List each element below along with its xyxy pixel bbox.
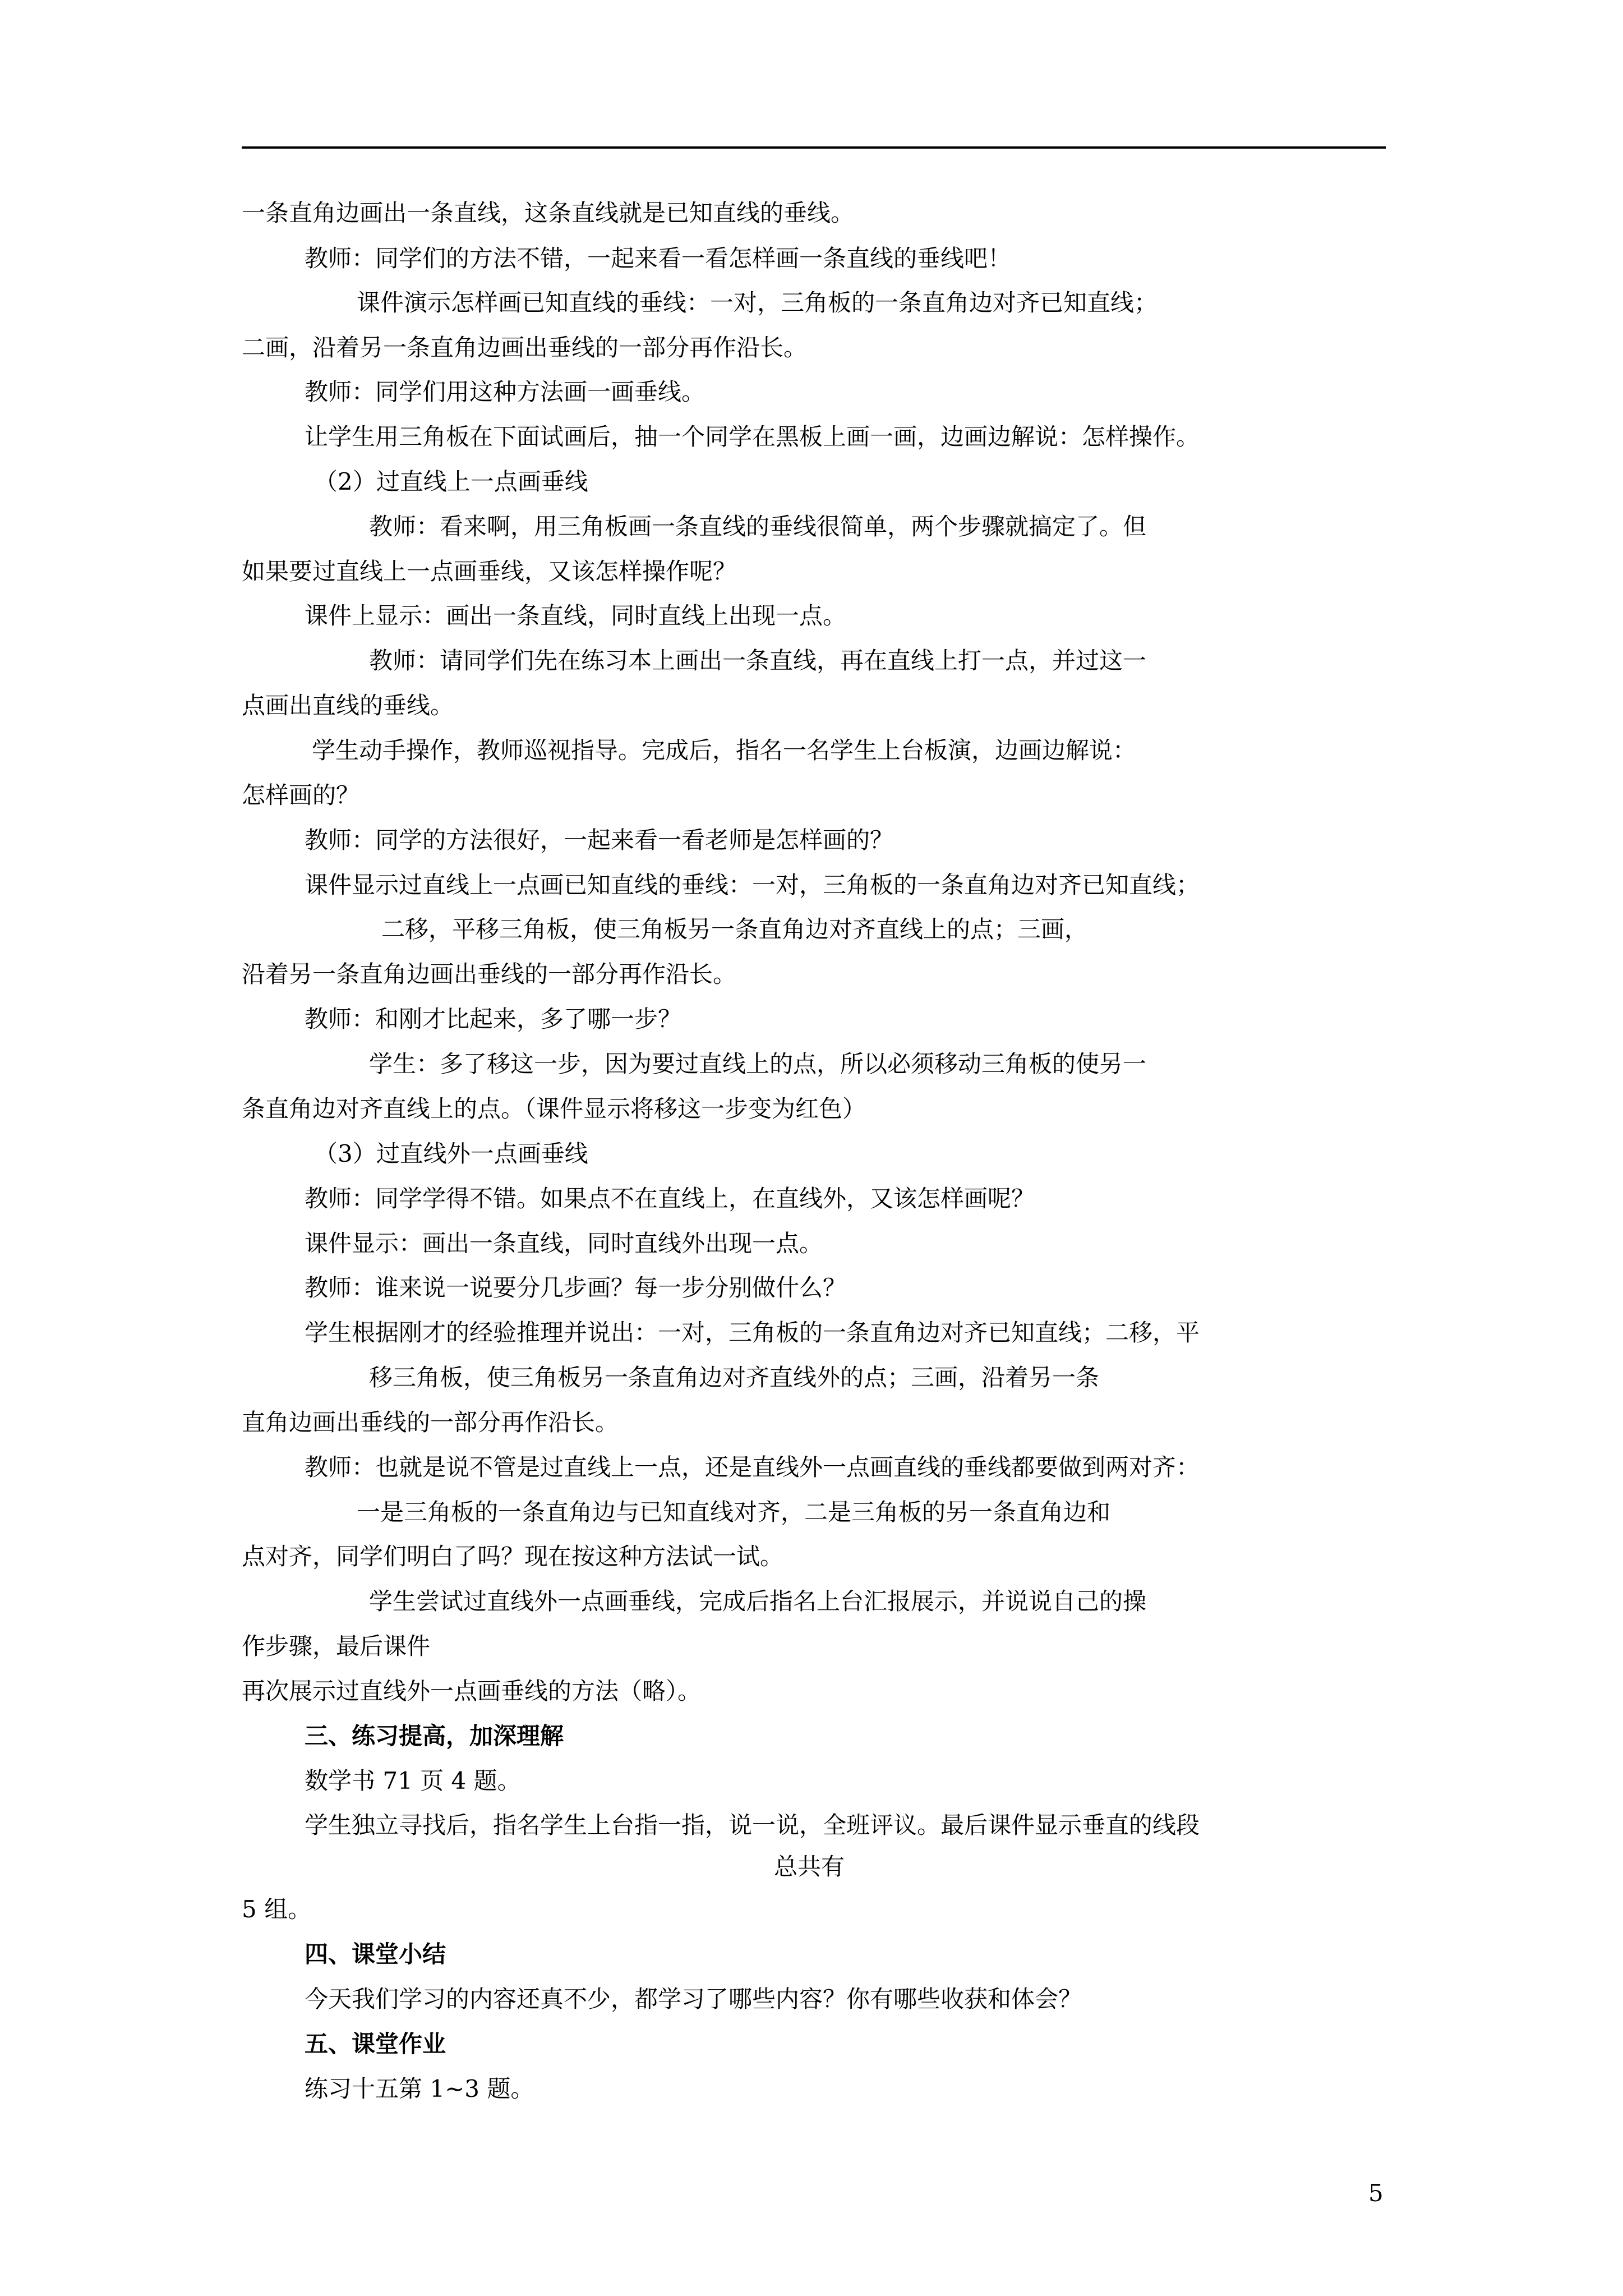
text-line: 二画，沿着另一条直角边画出垂线的一部分再作沿长。 bbox=[242, 334, 808, 361]
text-line: 移三角板，使三角板另一条直角边对齐直线外的点；三画，沿着另一条 bbox=[369, 1364, 1100, 1391]
text-line: 今天我们学习的内容还真不少，都学习了哪些内容？你有哪些收获和体会？ bbox=[305, 1985, 1082, 2013]
text-line: 条直角边对齐直线上的点。（课件显示将移这一步变为红色） bbox=[242, 1095, 866, 1122]
text-line: 教师：同学学得不错。如果点不在直线上，在直线外，又该怎样画呢？ bbox=[305, 1185, 1035, 1212]
text-line: 作步骤，最后课件 bbox=[242, 1632, 431, 1660]
text-line: 教师：也就是说不管是过直线上一点，还是直线外一点画直线的垂线都要做到两对齐： bbox=[305, 1453, 1200, 1481]
text-line: 一是三角板的一条直角边与已知直线对齐，二是三角板的另一条直角边和 bbox=[357, 1498, 1111, 1526]
text-line: 练习十五第 1~3 题。 bbox=[305, 2075, 534, 2102]
text-line: 直角边画出垂线的一部分再作沿长。 bbox=[242, 1409, 619, 1436]
text-line: 5 组。 bbox=[242, 1895, 312, 1923]
text-line: 课件上显示：画出一条直线，同时直线上出现一点。 bbox=[305, 602, 847, 629]
text-line: 总共有 bbox=[774, 1853, 845, 1880]
text-line: 再次展示过直线外一点画垂线的方法（略）。 bbox=[242, 1677, 702, 1705]
text-line: 一条直角边画出一条直线，这条直线就是已知直线的垂线。 bbox=[242, 199, 855, 227]
text-line: 怎样画的？ bbox=[242, 781, 360, 809]
section-heading: 三、练习提高，加深理解 bbox=[305, 1722, 564, 1750]
text-line: 教师：同学的方法很好，一起来看一看老师是怎样画的？ bbox=[305, 826, 894, 854]
text-line: 点画出直线的垂线。 bbox=[242, 692, 454, 719]
text-line: 教师：和刚才比起来，多了哪一步？ bbox=[305, 1005, 682, 1033]
text-line: 数学书 71 页 4 题。 bbox=[305, 1767, 521, 1795]
text-line: 学生独立寻找后，指名学生上台指一指，说一说，全班评议。最后课件显示垂直的线段 bbox=[305, 1811, 1200, 1839]
text-line: 学生：多了移这一步，因为要过直线上的点，所以必须移动三角板的使另一 bbox=[369, 1050, 1147, 1078]
text-line: 教师：同学们用这种方法画一画垂线。 bbox=[305, 378, 706, 406]
text-line: 点对齐，同学们明白了吗？现在按这种方法试一试。 bbox=[242, 1543, 784, 1570]
text-line: 沿着另一条直角边画出垂线的一部分再作沿长。 bbox=[242, 960, 737, 988]
text-line: 课件显示过直线上一点画已知直线的垂线：一对，三角板的一条直角边对齐已知直线； bbox=[305, 871, 1200, 899]
text-line: 教师：同学们的方法不错，一起来看一看怎样画一条直线的垂线吧！ bbox=[305, 245, 1012, 272]
page-number: 5 bbox=[1368, 2179, 1384, 2207]
text-line: 如果要过直线上一点画垂线，又该怎样操作呢？ bbox=[242, 558, 737, 585]
text-line: 教师：请同学们先在练习本上画出一条直线，再在直线上打一点，并过这一 bbox=[369, 647, 1147, 674]
section-heading: 五、课堂作业 bbox=[305, 2030, 446, 2058]
header-rule bbox=[242, 146, 1386, 149]
text-line: 二移，平移三角板，使三角板另一条直角边对齐直线上的点；三画， bbox=[381, 915, 1089, 943]
text-line: 学生根据刚才的经验推理并说出：一对，三角板的一条直角边对齐已知直线；二移，平 bbox=[305, 1319, 1200, 1346]
text-line: 教师：谁来说一说要分几步画？每一步分别做什么？ bbox=[305, 1274, 847, 1301]
text-line: 课件演示怎样画已知直线的垂线：一对，三角板的一条直角边对齐已知直线； bbox=[357, 289, 1158, 316]
section-heading: 四、课堂小结 bbox=[305, 1940, 446, 1968]
text-line: 教师：看来啊，用三角板画一条直线的垂线很简单，两个步骤就搞定了。但 bbox=[369, 513, 1147, 540]
text-line: 让学生用三角板在下面试画后，抽一个同学在黑板上画一画，边画边解说：怎样操作。 bbox=[305, 423, 1200, 450]
text-line: 学生尝试过直线外一点画垂线，完成后指名上台汇报展示，并说说自己的操 bbox=[369, 1588, 1147, 1615]
section-heading: （3）过直线外一点画垂线 bbox=[314, 1140, 588, 1167]
text-line: 课件显示：画出一条直线，同时直线外出现一点。 bbox=[305, 1230, 823, 1257]
text-line: 学生动手操作，教师巡视指导。完成后，指名一名学生上台板演，边画边解说： bbox=[312, 737, 1137, 764]
section-heading: （2）过直线上一点画垂线 bbox=[314, 468, 588, 495]
